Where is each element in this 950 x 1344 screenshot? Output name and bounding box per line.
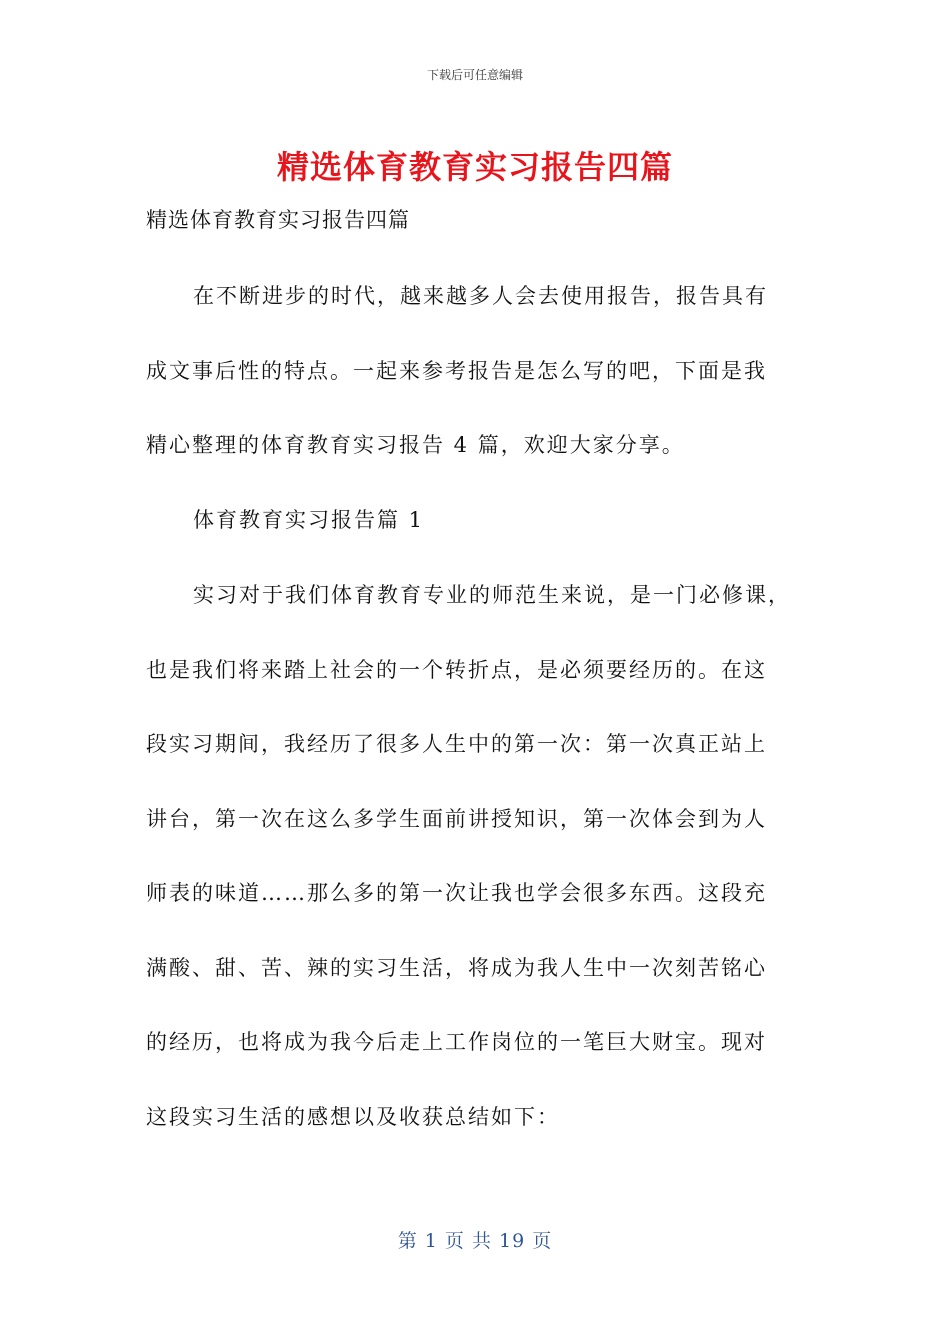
document-subtitle: 精选体育教育实习报告四篇 — [146, 208, 410, 232]
section-heading: 体育教育实习报告篇 1 — [193, 508, 425, 532]
paragraph-line: 成文事后性的特点。一起来参考报告是怎么写的吧，下面是我 — [146, 359, 767, 383]
page-number-footer: 第 1 页 共 19 页 — [397, 1230, 553, 1252]
paragraph-line: 的经历，也将成为我今后走上工作岗位的一笔巨大财宝。现对 — [146, 1030, 767, 1054]
paragraph-line: 段实习期间，我经历了很多人生中的第一次：第一次真正站上 — [146, 732, 767, 756]
paragraph-line: 在不断进步的时代，越来越多人会去使用报告，报告具有 — [193, 284, 768, 308]
paragraph-line: 讲台，第一次在这么多学生面前讲授知识，第一次体会到为人 — [146, 807, 767, 831]
paragraph-line: 满酸、甜、苦、辣的实习生活，将成为我人生中一次刻苦铭心 — [146, 956, 767, 980]
document-title: 精选体育教育实习报告四篇 — [276, 148, 673, 186]
paragraph-line: 师表的味道……那么多的第一次让我也学会很多东西。这段充 — [146, 881, 767, 905]
paragraph-line: 实习对于我们体育教育专业的师范生来说，是一门必修课， — [193, 583, 791, 607]
paragraph-line: 这段实习生活的感想以及收获总结如下： — [146, 1105, 560, 1129]
header-note: 下载后可任意编辑 — [426, 68, 523, 82]
paragraph-line: 精心整理的体育教育实习报告 4 篇，欢迎大家分享。 — [146, 433, 685, 457]
paragraph-line: 也是我们将来踏上社会的一个转折点，是必须要经历的。在这 — [146, 658, 767, 682]
